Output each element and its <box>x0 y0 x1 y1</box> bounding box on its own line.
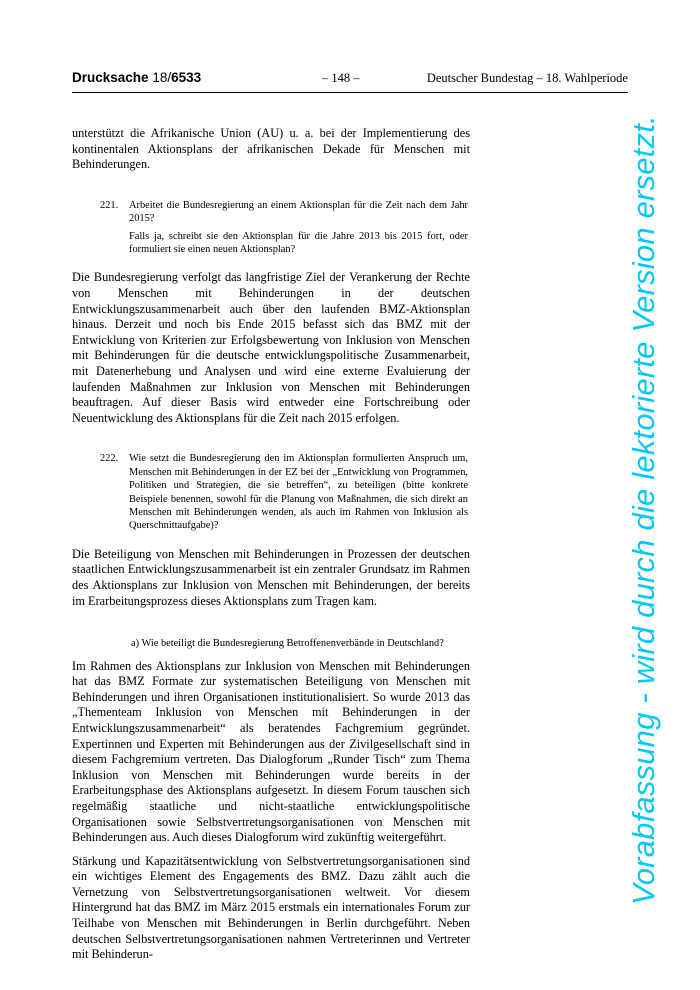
question-text-2: Falls ja, schreibt sie den Aktionsplan für die Jahre 2013 bis 2015 fort, oder formuliert sie einen neuen Aktionsplan? <box>129 230 468 255</box>
question-number: 222. <box>100 453 119 465</box>
question-text-1: Wie setzt die Bundesregierung den im Aktionsplan formulierten Anspruch um, Menschen mit Behinderungen in der EZ bei der „Entwicklung von Programmen, Politiken und Strategien, die sie betreffen“, zu beteiligen (bitte konkrete Beispiele benennen, sowohl für die Planung von Maßnahmen, die sich direkt an Menschen mit Behinderungen wenden, als auch im Rahmen von Inklusion als Querschnittaufgabe)? <box>129 453 468 532</box>
document-number <box>72 70 201 85</box>
question-text-1: Arbeitet die Bundesregierung an einem Aktionsplan für die Zeit nach dem Jahr 2015? <box>129 199 468 225</box>
draft-watermark: Vorabfassung - wird durch die lektorierte Version ersetzt. <box>626 115 661 905</box>
question-text <box>129 452 470 536</box>
answer-222a-paragraph-2: Stärkung und Kapazitätsentwicklung von Selbstvertretungsorganisationen sind ein wichtiges Element des Engagements des BMZ. Dazu zählt auch die Vernetzung von Selbstvertretungsorganisationen weltweit. Vor diesem Hintergrund hat das BMZ im März 2015 erstmals ein internationales Forum zur Teilhabe von Menschen mit Behinderungen in Berlin durchgeführt. Neben deutschen Selbstvertretungsorganisationen nahmen Vertreterinnen und Vertreter mit Behinderun- <box>72 853 470 962</box>
intro-paragraph: unterstützt die Afrikanische Union (AU) u. a. bei der Implementierung des kontinentalen Aktionsplans der afrikanischen Dekade für Menschen mit Behinderungen. <box>72 126 470 172</box>
answer-221: Die Bundesregierung verfolgt das langfristige Ziel der Verankerung der Rechte von Menschen mit Behinderungen in der deutschen Entwicklungszusammenarbeit auch über den laufenden BMZ-Aktionsplan hinaus. Derzeit und noch bis Ende 2015 befasst sich das BMZ mit der Entwicklung von Kriterien zur Erfolgsbewertung von Inklusion von Menschen mit Behinderungen für die deutsche entwicklungspolitische Zusammenarbeit, mit Datenerhebung und Analysen und wird eine externe Evaluierung der laufenden Maßnahmen zur Inklusion von Menschen mit Behinderungen beauftragen. Auf dieser Basis wird entweder eine Fortschreibung oder Neuentwicklung des Aktionsplans für die Zeit nach 2015 erfolgen. <box>72 270 470 425</box>
page-number: – 148 – <box>322 71 360 85</box>
question-221 <box>72 199 470 261</box>
publisher: Deutscher Bundestag – 18. Wahlperiode <box>426 71 628 85</box>
answer-222a-paragraph-1: Im Rahmen des Aktionsplans zur Inklusion von Menschen mit Behinderungen hat das BMZ Formate zur systematischen Beteiligung von Menschen mit Behinderungen und ihren Organisationen institutionalisiert. So wurde 2013 das „Thementeam Inklusion von Menschen mit Behinderungen in der Entwicklungszusammenarbeit“ als beratendes Fachgremium gegründet. Expertinnen und Experten mit Behinderungen aus der Zivilgesellschaft sind in diesem Fachgremium vertreten. Das Dialogforum „Runder Tisch“ zum Thema Inklusion von Menschen mit Behinderungen wurde bereits in der Erarbeitungsphase des Aktionsplans aufgesetzt. In diesem Forum tauschen sich regelmäßig staatliche und nicht-staatliche entwicklungspolitische Organisationen sowie Selbstvertretungsorganisationen von Menschen mit Behinderungen aus. Auch dieses Dialogforum wird zukünftig weitergeführt. <box>72 658 470 845</box>
question-text <box>129 199 470 261</box>
page-body <box>72 126 470 971</box>
doc-label: Drucksache <box>72 70 149 85</box>
doc-number-prefix: 18/ <box>152 70 172 85</box>
page-header <box>72 70 628 93</box>
question-222 <box>72 452 470 536</box>
doc-number: 6533 <box>171 70 202 85</box>
question-222a: a) Wie beteiligt die Bundesregierung Betroffenenverbände in Deutschland? <box>131 638 444 650</box>
answer-222: Die Beteiligung von Menschen mit Behinderungen in Prozessen der deutschen staatlichen Entwicklungszusammenarbeit ist ein zentraler Grundsatz im Rahmen des Aktionsplans zur Inklusion von Menschen mit Behinderungen, der bereits im Erarbeitungsprozess dieses Aktionsplans zum Tragen kam. <box>72 546 470 608</box>
question-number: 221. <box>100 199 119 211</box>
